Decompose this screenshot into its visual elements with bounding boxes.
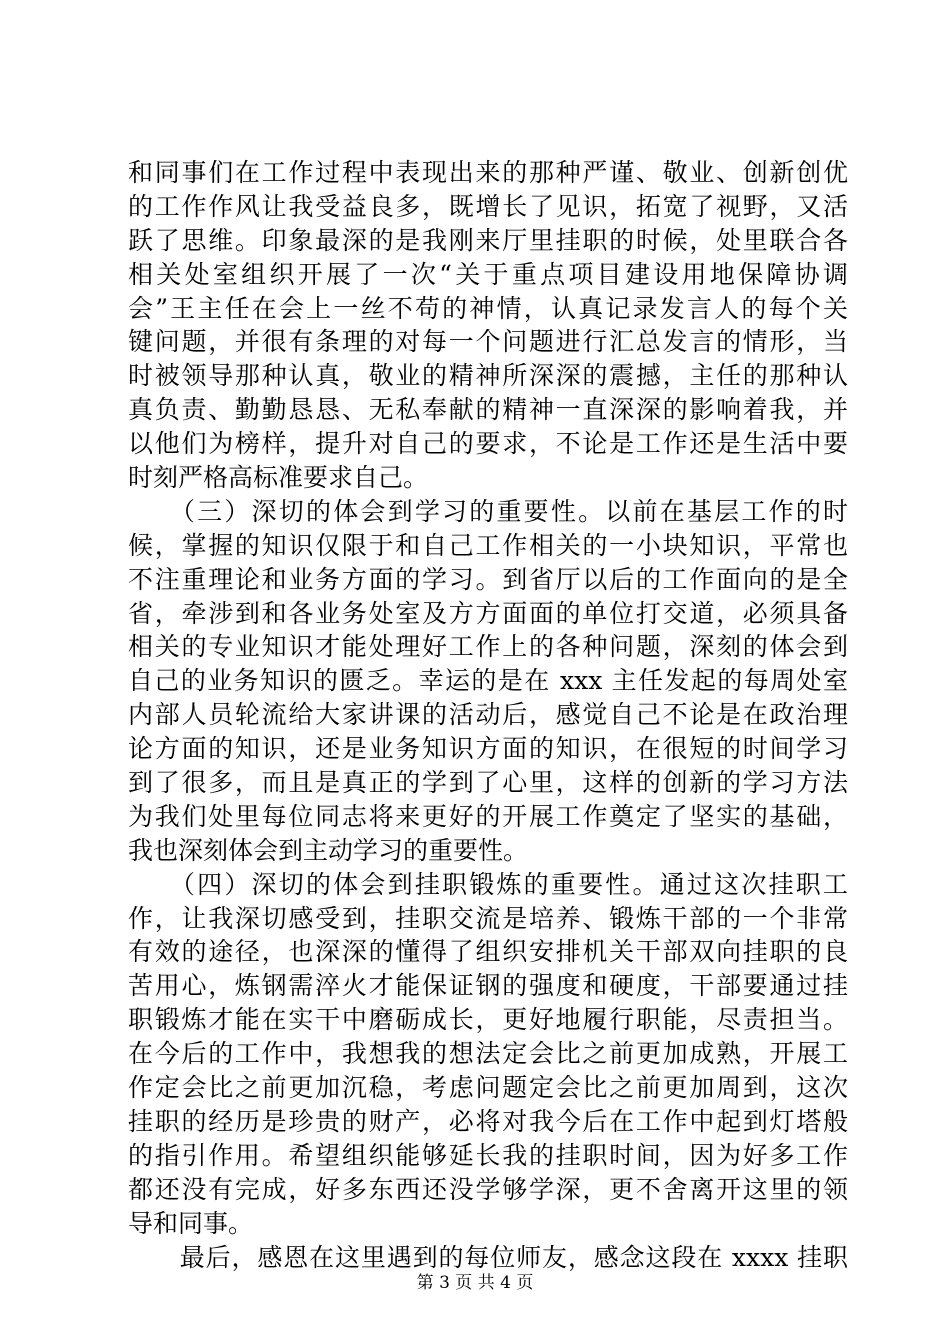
text-line: 作，让我深切感受到，挂职交流是培养、锻炼干部的一个非常 [128,903,848,933]
text-line: 的指引作用。希望组织能够延长我的挂职时间，因为好多工作 [128,1140,848,1170]
text-line: 键问题，并很有条理的对每一个问题进行汇总发言的情形，当 [128,327,848,357]
text-line: 挂职的经历是珍贵的财产，必将对我今后在工作中起到灯塔般 [128,1106,848,1136]
text-line: 相关的专业知识才能处理好工作上的各种问题，深刻的体会到 [128,632,848,662]
text-line: 的工作作风让我受益良多，既增长了见识，拓宽了视野，又活 [128,191,848,221]
text-line: 到了很多，而且是真正的学到了心里，这样的创新的学习方法 [128,768,848,798]
text-line: 不注重理论和业务方面的学习。到省厅以后的工作面向的是全 [128,564,848,594]
text-line: 为我们处里每位同志将来更好的开展工作奠定了坚实的基础， [128,801,848,831]
text-line: 时刻严格高标准要求自己。 [128,463,429,493]
text-line: 作定会比之前更加沉稳，考虑问题定会比之前更加周到，这次 [128,1073,848,1103]
text-line: 时被领导那种认真，敬业的精神所深深的震撼，主任的那种认 [128,361,848,391]
text-line: 和同事们在工作过程中表现出来的那种严谨、敬业、创新创优 [128,158,848,187]
text-line: 最后，感恩在这里遇到的每位师友，感念这段在 xxxx 挂职 [128,1242,848,1272]
text-line: 自己的业务知识的匮乏。幸运的是在 xxx 主任发起的每周处室 [128,666,848,696]
text-line: 论方面的知识，还是业务知识方面的知识，在很短的时间学习 [128,734,848,764]
text-line: 职锻炼才能在实干中磨砺成长，更好地履行职能，尽责担当。 [128,1005,848,1035]
text-line: 以他们为榜样，提升对自己的要求，不论是工作还是生活中要 [128,429,848,459]
document-body [128,156,848,1274]
text-line: 真负责、勤勤恳恳、无私奉献的精神一直深深的影响着我，并 [128,395,848,425]
text-line: 会”王主任在会上一丝不苟的神情，认真记录发言人的每个关 [128,293,848,323]
text-line: 跃了思维。印象最深的是我刚来厅里挂职的时候，处里联合各 [128,225,848,255]
text-line: 相关处室组织开展了一次“关于重点项目建设用地保障协调 [128,259,848,289]
text-line: 导和同事。 [128,1208,254,1238]
text-line: 省，牵涉到和各业务处室及方方面面的单位打交道，必须具备 [128,598,848,628]
text-line: （三）深切的体会到学习的重要性。以前在基层工作的时 [128,496,848,526]
text-line: 在今后的工作中，我想我的想法定会比之前更加成熟，开展工 [128,1039,848,1069]
text-line: 苦用心，炼钢需淬火才能保证钢的强度和硬度，干部要通过挂 [128,971,848,1001]
text-line: 我也深刻体会到主动学习的重要性。 [128,835,529,865]
text-line: 内部人员轮流给大家讲课的活动后，感觉自己不论是在政治理 [128,700,848,730]
text-line: 候，掌握的知识仅限于和自己工作相关的一小块知识，平常也 [128,530,848,560]
text-line: （四）深切的体会到挂职锻炼的重要性。通过这次挂职工 [128,869,848,899]
text-line: 有效的途径，也深深的懂得了组织安排机关干部双向挂职的良 [128,937,848,967]
page-footer: 第 3 页 共 4 页 [416,1273,534,1293]
text-line: 都还没有完成，好多东西还没学够学深，更不舍离开这里的领 [128,1174,848,1204]
